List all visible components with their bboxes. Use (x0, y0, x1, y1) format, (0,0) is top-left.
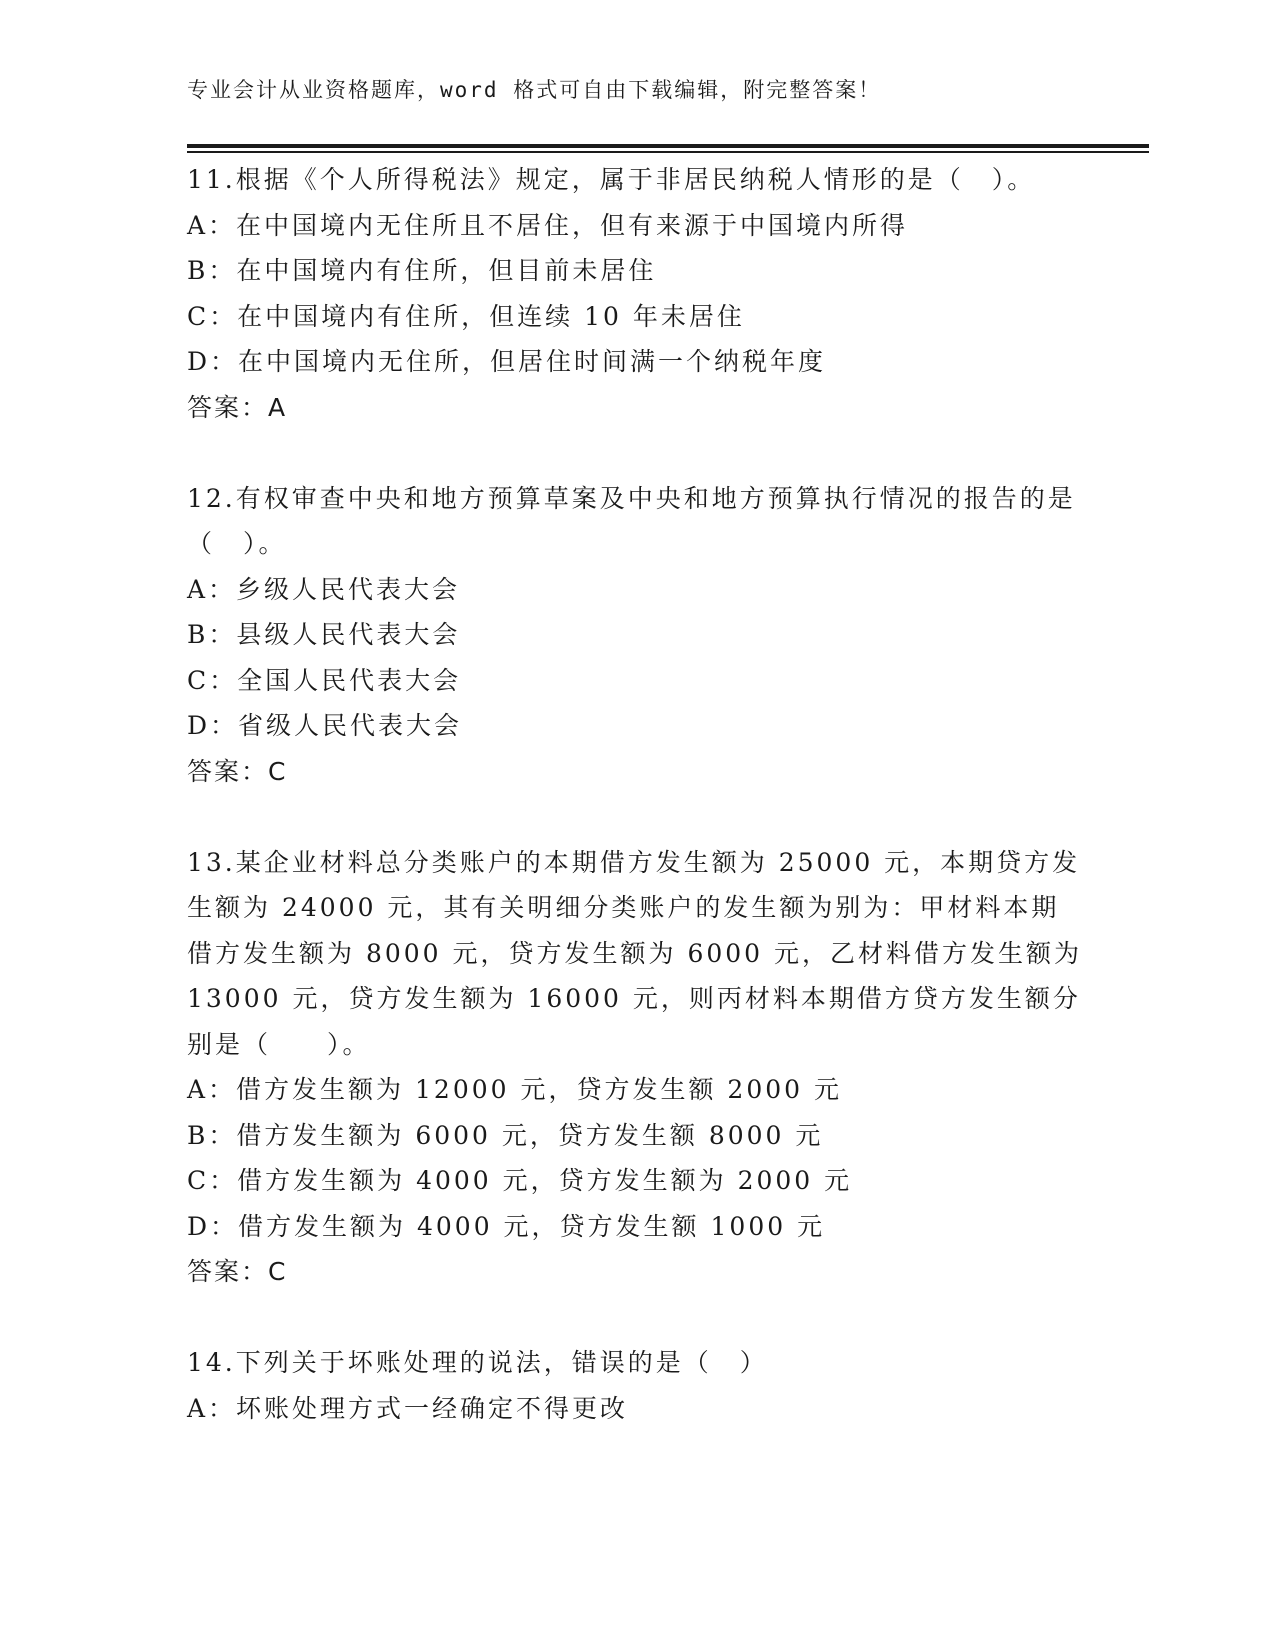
option-a: A：在中国境内无住所且不居住，但有来源于中国境内所得 (187, 210, 909, 240)
answer-line: 答案：C (187, 1257, 288, 1286)
question-stem: 14.下列关于坏账处理的说法，错误的是（ ） (187, 1348, 768, 1377)
header-rule-thick (187, 144, 1149, 148)
header-note: 专业会计从业资格题库，word 格式可自由下载编辑，附完整答案！ (187, 78, 882, 102)
header-rule-thin (187, 151, 1149, 153)
option-d: D：在中国境内无住所，但居住时间满一个纳税年度 (187, 347, 827, 376)
question-list (187, 157, 1087, 1477)
option-b: B：借方发生额为 6000 元，贷方发生额 8000 元 (187, 1120, 824, 1150)
option-c: C：借方发生额为 4000 元，贷方发生额为 2000 元 (187, 1166, 853, 1195)
option-c: C：在中国境内有住所，但连续 10 年未居住 (187, 301, 745, 331)
option-d: D：省级人民代表大会 (187, 711, 463, 740)
option-d: D：借方发生额为 4000 元，贷方发生额 1000 元 (187, 1211, 826, 1241)
question-stem: 11.根据《个人所得税法》规定，属于非居民纳税人情形的是（ ）。 (187, 165, 1036, 194)
question-stem: 12.有权审查中央和地方预算草案及中央和地方预算执行情况的报告的是（ ）。 (187, 483, 1076, 558)
option-a: A：乡级人民代表大会 (187, 574, 461, 604)
answer-line: 答案：C (187, 756, 288, 786)
question-11 (187, 157, 1087, 430)
option-a: A：坏账处理方式一经确定不得更改 (187, 1393, 629, 1423)
answer-line: 答案：A (187, 392, 288, 422)
option-b: B：县级人民代表大会 (187, 620, 461, 649)
question-stem: 13.某企业材料总分类账户的本期借方发生额为 25000 元，本期贷方发生额为 24000 元，其有关明细分类账户的发生额为别为：甲材料本期借方发生额为 8000 元，贷方发生额为 6000 元，乙材料借方发生额为 13000 元，贷方发生额为 16000 元，则丙材料本期借方贷方发生额分别是（ ）。 (187, 847, 1083, 1059)
option-c: C：全国人民代表大会 (187, 665, 462, 695)
option-b: B：在中国境内有住所，但目前未居住 (187, 256, 657, 285)
question-14 (187, 1340, 1087, 1431)
question-13 (187, 840, 1087, 1295)
question-12 (187, 476, 1087, 795)
option-a: A：借方发生额为 12000 元，贷方发生额 2000 元 (187, 1075, 842, 1104)
